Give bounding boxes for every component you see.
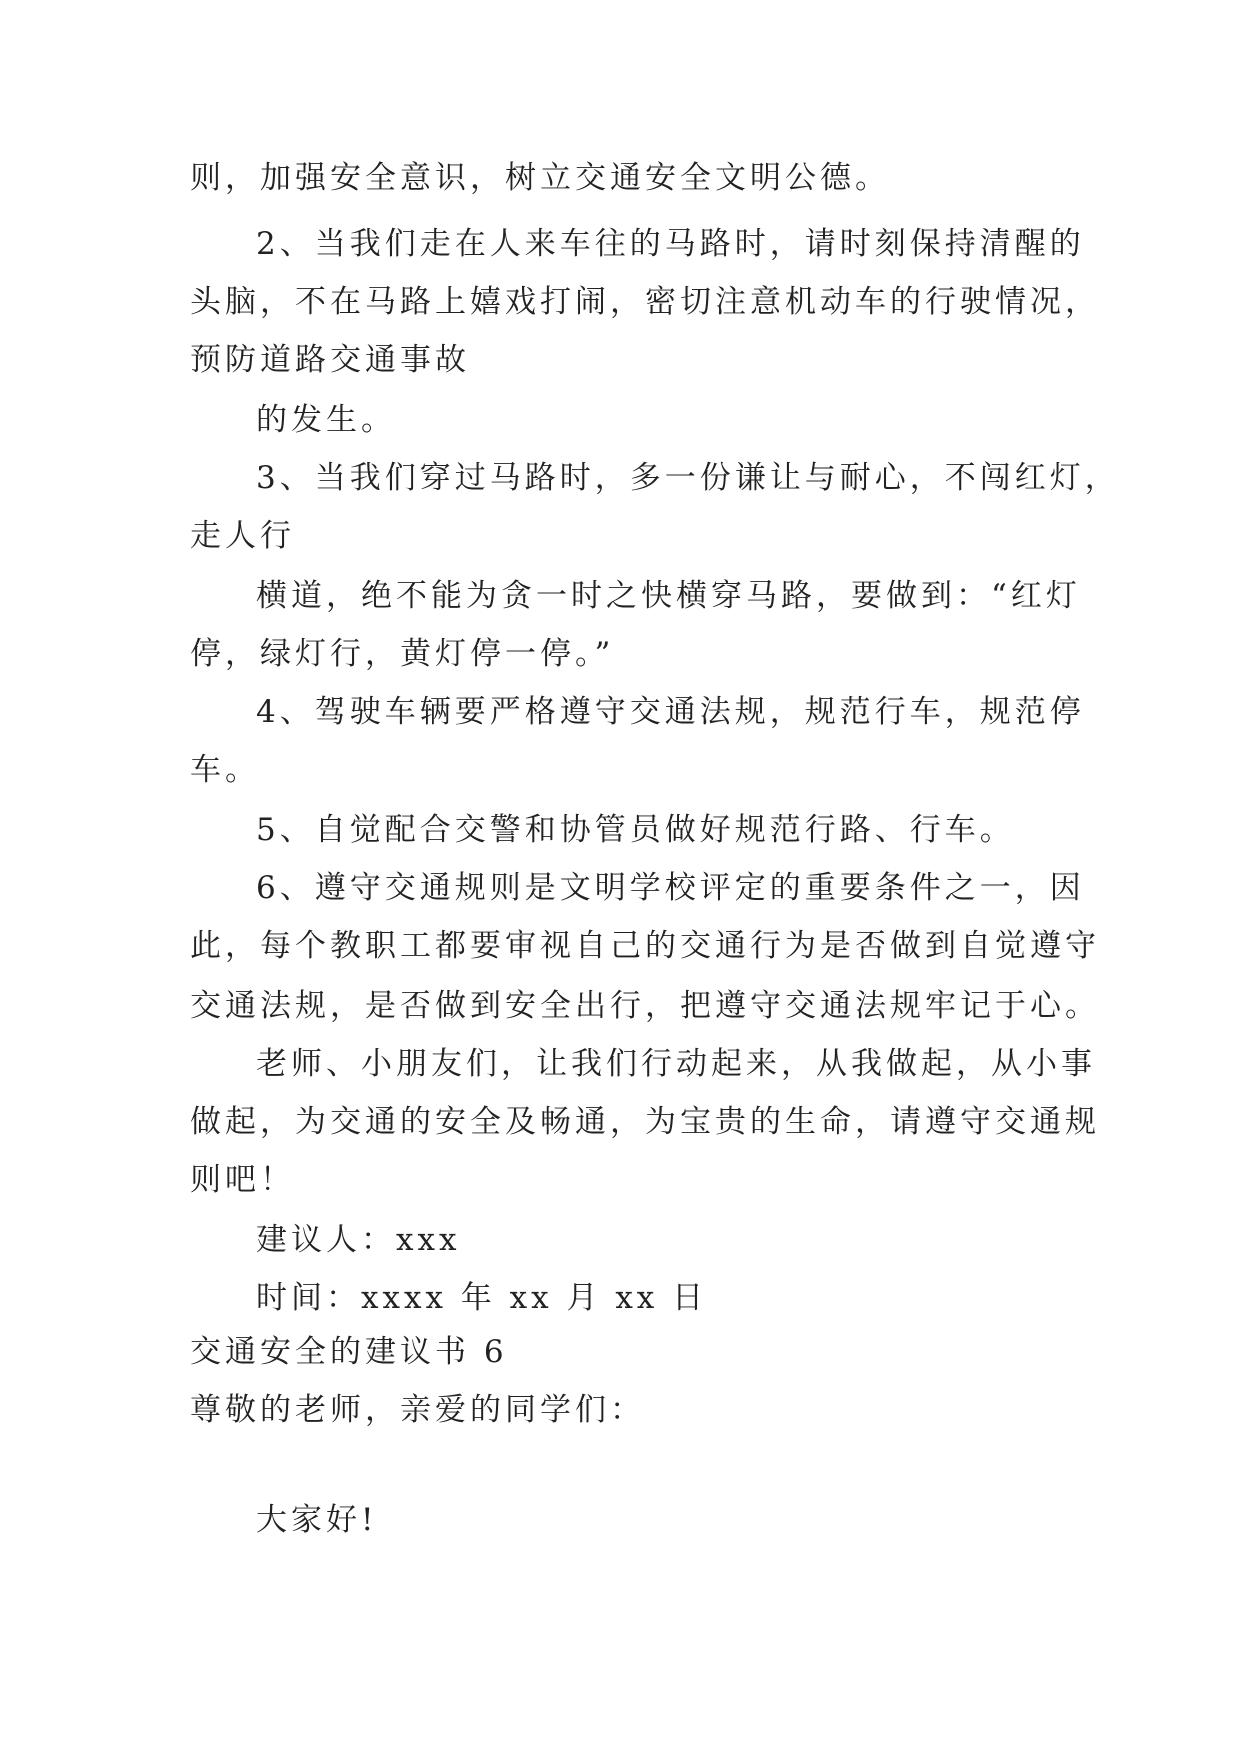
paragraph-line: 则吧！ (190, 1162, 295, 1198)
paragraph-line: 预防道路交通事故 (190, 342, 470, 378)
paragraph-line: 4、驾驶车辆要严格遵守交通法规，规范行车，规范停 (256, 694, 1085, 730)
signature-line: 建议人：xxx (256, 1222, 461, 1258)
paragraph-line: 5、自觉配合交警和协管员做好规范行路、行车。 (256, 812, 1015, 848)
paragraph-line: 的发生。 (256, 402, 396, 438)
paragraph-line: 6、遵守交通规则是文明学校评定的重要条件之一，因 (256, 870, 1085, 906)
salutation: 尊敬的老师，亲爱的同学们： (190, 1392, 645, 1428)
paragraph-line: 则，加强安全意识，树立交通安全文明公德。 (190, 160, 890, 196)
section-title: 交通安全的建议书 6 (190, 1334, 508, 1370)
paragraph-line: 横道，绝不能为贪一时之快横穿马路，要做到：“红灯 (256, 578, 1081, 614)
greeting: 大家好! (256, 1502, 378, 1538)
date-line: 时间：xxxx 年 xx 月 xx 日 (256, 1280, 708, 1316)
paragraph-line: 2、当我们走在人来车往的马路时，请时刻保持清醒的 (256, 226, 1085, 262)
paragraph-line: 交通法规，是否做到安全出行，把遵守交通法规牢记于心。 (190, 988, 1100, 1024)
paragraph-line: 老师、小朋友们，让我们行动起来，从我做起，从小事 (256, 1046, 1096, 1082)
paragraph-line: 头脑，不在马路上嬉戏打闹，密切注意机动车的行驶情况， (190, 284, 1100, 320)
paragraph-line: 此，每个教职工都要审视自己的交通行为是否做到自觉遵守 (190, 928, 1100, 964)
paragraph-line: 走人行 (190, 518, 295, 554)
paragraph-line: 车。 (190, 752, 260, 788)
paragraph-line: 3、当我们穿过马路时，多一份谦让与耐心，不闯红灯， (256, 460, 1120, 496)
paragraph-line: 做起，为交通的安全及畅通，为宝贵的生命，请遵守交通规 (190, 1104, 1100, 1140)
paragraph-line: 停，绿灯行，黄灯停一停。” (190, 636, 615, 672)
